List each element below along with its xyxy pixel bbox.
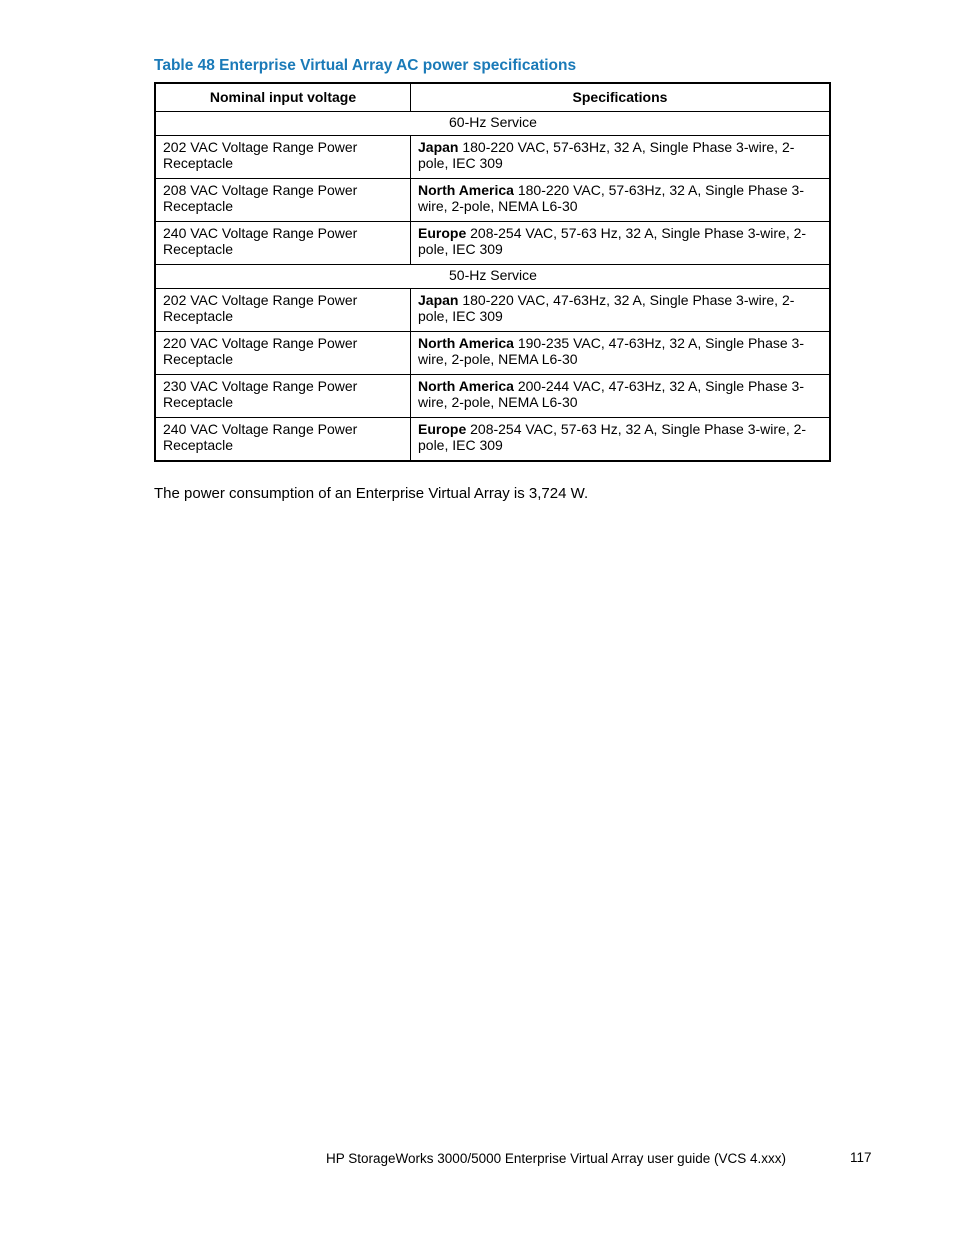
section-label: 50-Hz Service (155, 265, 830, 289)
page-number: 117 (850, 1150, 872, 1165)
region-label: North America (418, 378, 514, 394)
table-row (155, 136, 830, 179)
table-row (155, 179, 830, 222)
spec-text: 208-254 VAC, 57-63 Hz, 32 A, Single Phase 3-wire, 2-pole, IEC 309 (418, 225, 807, 257)
table-row (155, 375, 830, 418)
region-label: North America (418, 182, 514, 198)
voltage-cell: 202 VAC Voltage Range Power Receptacle (155, 136, 411, 179)
spec-text: 190-235 VAC, 47-63Hz, 32 A, Single Phase 3-wire, 2-pole, NEMA L6-30 (418, 335, 804, 367)
spec-text: 180-220 VAC, 47-63Hz, 32 A, Single Phase 3-wire, 2-pole, IEC 309 (418, 292, 795, 324)
spec-text: 180-220 VAC, 57-63Hz, 32 A, Single Phase 3-wire, 2-pole, IEC 309 (418, 139, 795, 171)
spec-cell (411, 222, 831, 265)
spec-cell (411, 332, 831, 375)
region-label: Japan (418, 292, 459, 308)
table-row (155, 332, 830, 375)
section-row-50hz (155, 265, 830, 289)
section-label: 60-Hz Service (155, 112, 830, 136)
voltage-cell: 220 VAC Voltage Range Power Receptacle (155, 332, 411, 375)
header-nominal-input-voltage: Nominal input voltage (155, 83, 411, 112)
spec-cell (411, 375, 831, 418)
table-header-row (155, 83, 830, 112)
voltage-cell: 240 VAC Voltage Range Power Receptacle (155, 222, 411, 265)
region-label: Japan (418, 139, 459, 155)
voltage-cell: 230 VAC Voltage Range Power Receptacle (155, 375, 411, 418)
spec-cell (411, 418, 831, 462)
section-row-60hz (155, 112, 830, 136)
table-row (155, 289, 830, 332)
voltage-cell: 240 VAC Voltage Range Power Receptacle (155, 418, 411, 462)
table-row (155, 418, 830, 462)
spec-text: 180-220 VAC, 57-63Hz, 32 A, Single Phase 3-wire, 2-pole, NEMA L6-30 (418, 182, 804, 214)
voltage-cell: 202 VAC Voltage Range Power Receptacle (155, 289, 411, 332)
voltage-cell: 208 VAC Voltage Range Power Receptacle (155, 179, 411, 222)
footer-document-title: HP StorageWorks 3000/5000 Enterprise Virtual Array user guide (VCS 4.xxx) (326, 1151, 786, 1166)
table-row (155, 222, 830, 265)
region-label: Europe (418, 225, 467, 241)
spec-cell (411, 179, 831, 222)
power-spec-table (154, 82, 831, 462)
region-label: Europe (418, 421, 467, 437)
spec-cell (411, 289, 831, 332)
spec-text: 200-244 VAC, 47-63Hz, 32 A, Single Phase 3-wire, 2-pole, NEMA L6-30 (418, 378, 804, 410)
table-caption: Table 48 Enterprise Virtual Array AC power specifications (154, 57, 577, 74)
power-consumption-text: The power consumption of an Enterprise Virtual Array is 3,724 W. (154, 485, 589, 502)
spec-text: 208-254 VAC, 57-63 Hz, 32 A, Single Phase 3-wire, 2-pole, IEC 309 (418, 421, 807, 453)
header-specifications: Specifications (411, 83, 831, 112)
spec-cell (411, 136, 831, 179)
region-label: North America (418, 335, 514, 351)
